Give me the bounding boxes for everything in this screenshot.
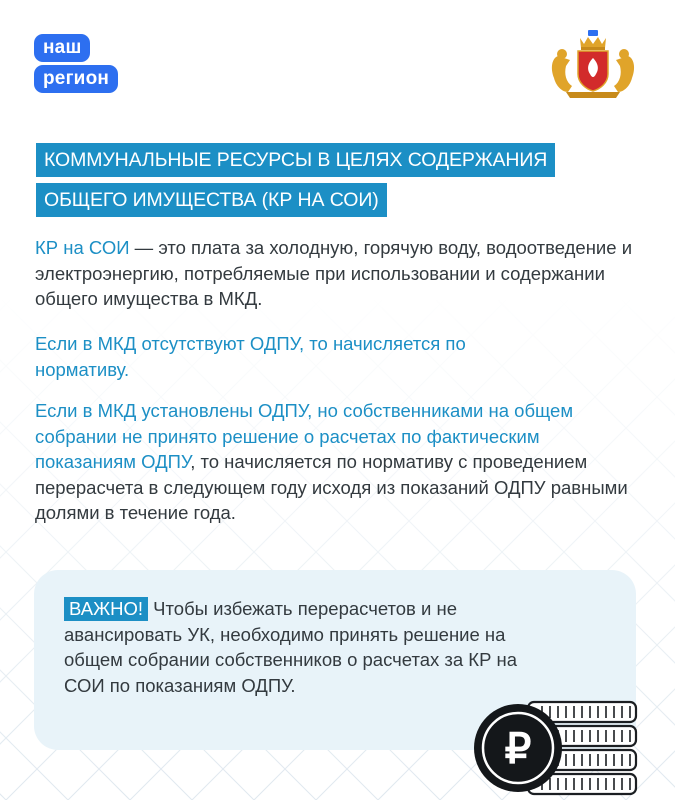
brand-line-2: регион — [34, 65, 118, 93]
page-title-line-2: ОБЩЕГО ИМУЩЕСТВА (КР НА СОИ) — [36, 183, 387, 217]
coin-stack-icon — [462, 680, 642, 800]
brand-logo — [34, 34, 118, 93]
term-kr-soi: КР на СОИ — [35, 237, 130, 258]
page-title — [36, 143, 555, 223]
important-note-body: Чтобы избежать перерасчетов и не авансировать УК, необходимо принять решение на общем собрании собственников о расчетах за КР на СОИ по показаниям ОДПУ. — [64, 598, 518, 696]
brand-line-1: наш — [34, 34, 90, 62]
paragraph-meters-installed — [35, 398, 645, 526]
paragraph-no-meters: Если в МКД отсутствуют ОДПУ, то начисляется по нормативу. — [35, 333, 466, 380]
coat-of-arms-icon — [548, 28, 638, 100]
page-title-line-1: КОММУНАЛЬНЫЕ РЕСУРСЫ В ЦЕЛЯХ СОДЕРЖАНИЯ — [36, 143, 555, 177]
ruble-coin-icon: ₽ — [504, 725, 532, 772]
important-badge: ВАЖНО! — [64, 597, 148, 621]
definition-text: — это плата за холодную, горячую воду, водоотведение и электроэнергию, потребляемые при использовании и содержании общего имущества в МКД. — [35, 237, 633, 309]
meters-result-text: , то начисляется по нормативу с проведением перерасчета в следующем году исходя из показаний ОДПУ равными долями в течение года. — [35, 451, 628, 523]
paragraph-definition — [35, 235, 645, 312]
meters-condition-text: Если в МКД установлены ОДПУ, но собственниками на общем собрании не принято решение о расчетах по фактическим показаниям ОДПУ — [35, 400, 574, 472]
